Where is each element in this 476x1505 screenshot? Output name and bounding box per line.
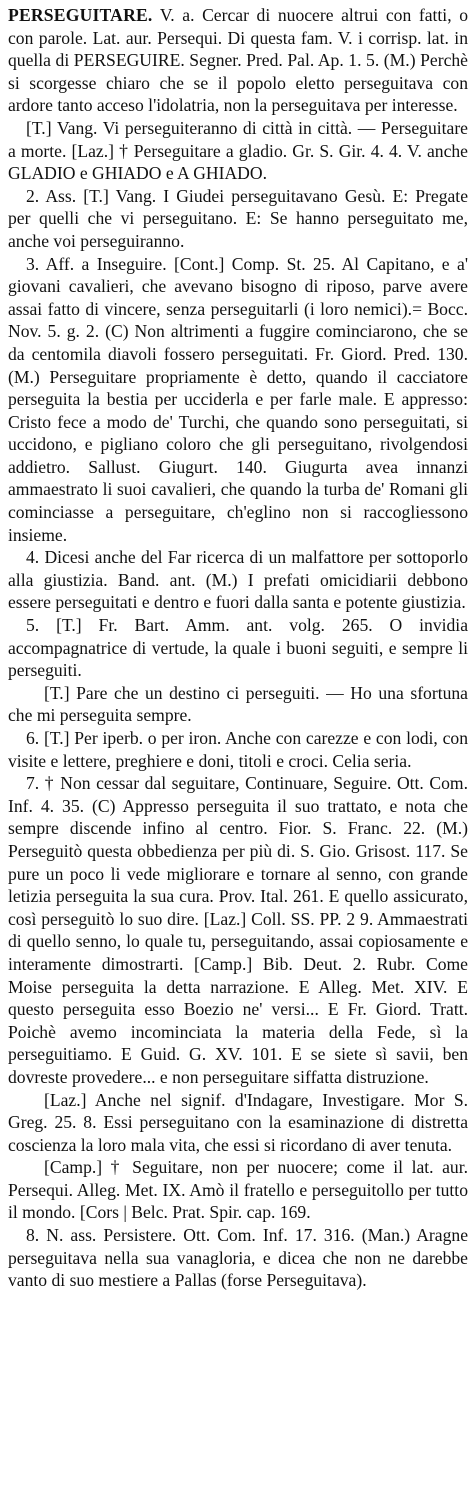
- entry-subsense-7b: [Camp.] † Seguitare, non per nuocere; come il lat. aur. Persequi. Alleg. Met. IX. Amò il fratello e perseguitollo per tutto il mondo. [Cors | Belc. Prat. Spir. cap. 169.: [8, 1157, 468, 1223]
- entry-sense-3: 3. Aff. a Inseguire. [Cont.] Comp. St. 25. Al Capitano, e a' giovani cavalieri, che avevano bisogno di riposo, parve avere assai fatto di vincere, senza perseguitarli (i loro nemici).= Bocc. Nov. 5. g. 2. (C) Non altrimenti a fuggire cominciarono, che se da centomila diavoli fossero perseguitati. Fr. Giord. Pred. 130. (M.) Perseguitare propriamente è detto, quando il cacciatore perseguita la bestia per ucciderla e per farle male. E appresso: Cristo fece a modo de' Turchi, che quando sono perseguitati, si uccidono, e pigliano coloro che gli perseguitano, rivolgendosi addietro. Sallust. Giugurt. 140. Giugurta avea innanzi ammaestrato li suoi cavalieri, che quando la turba de' Romani gli cominciasse a perseguitare, ch'eglino non si raccogliessono insieme.: [8, 253, 468, 545]
- entry-headword: PERSEGUITARE.: [8, 5, 153, 25]
- entry-sense-6: 6. [T.] Per iperb. o per iron. Anche con carezze e con lodi, con visite e lettere, preghiere e doni, titoli e croci. Celia seria.: [8, 728, 468, 771]
- entry-sense-7: 7. † Non cessar dal seguitare, Continuare, Seguire. Ott. Com. Inf. 4. 35. (C) Appresso perseguita il suo trattato, e nota che sempre discende infino al centro. Fior. S. Franc. 22. (M.) Perseguitò questa obbedienza per più di. S. Gio. Grisost. 117. Se pure un poco li vede migliorare e tornare al senno, con grande letizia perseguita la sua cura. Prov. Ital. 261. E quello assicurato, così perseguitò lo suo dire. [Laz.] Coll. SS. PP. 2 9. Ammaestrati di quello senno, lo quale tu, perseguitando, assai copiosamente e interamente dimostrarti. [Camp.] Bib. Deut. 2. Rubr. Come Moise perseguita la detta narrazione. E Alleg. Met. XIV. E questo perseguita esso Boezio ne' versi... E Fr. Giord. Tratt. Poichè avemo incominciata la materia della Fede, sì la perseguitiamo. E Guid. G. XV. 101. E se siete sì savii, ben dovreste provedere... e non perseguitare siffatta distruzione.: [8, 773, 468, 1087]
- entry-paragraph-2: [T.] Vang. Vi perseguiteranno di città in città. — Perseguitare a morte. [Laz.] † Perseguitare a gladio. Gr. S. Gir. 4. 4. V. anche GLADIO e GHIADO e A GHIADO.: [8, 117, 468, 184]
- entry-subsense-7a: [Laz.] Anche nel signif. d'Indagare, Investigare. Mor S. Greg. 25. 8. Essi perseguitano con la esaminazione di distretta coscienza la loro mala vita, che essi si ricordano di aver tenuta.: [8, 1089, 468, 1155]
- entry-sense-5: 5. [T.] Fr. Bart. Amm. ant. volg. 265. O invidia accompagnatrice di vertude, la quale i buoni seguiti, e sempre li perseguiti.: [8, 615, 468, 681]
- entry-definition-text: V. a. Cercar di nuocere altrui con fatti, o con parole. Lat. aur. Persequi. Di questa fam. V. i corrisp. lat. in quella di PERSEGUIRE. Segner. Pred. Pal. Ap. 1. 5. (M.) Perchè si scorgesse chiaro che se il popolo eletto perseguitava con ardore tanto acceso l'idolatria, non la perseguitava per interesse.: [8, 5, 468, 116]
- entry-sense-4: 4. Dicesi anche del Far ricerca di un malfattore per sottoporlo alla giustizia. Band. ant. (M.) I prefati omicidiarii debbono essere perseguitati e dentro e fuori dalla santa e potente giustizia.: [8, 547, 468, 613]
- entry-sense-8: 8. N. ass. Persistere. Ott. Com. Inf. 17. 316. (Man.) Aragne perseguitava nella sua vanagloria, e dicea che non ne darebbe vanto di suo mestiere a Pallas (forse Perseguitava).: [8, 1225, 468, 1291]
- entry-subsense-5: [T.] Pare che un destino ci perseguiti. — Ho una sfortuna che mi perseguita sempre.: [8, 682, 468, 726]
- entry-paragraph-1: [8, 4, 468, 117]
- entry-sense-2: 2. Ass. [T.] Vang. I Giudei perseguitavano Gesù. E: Pregate per quelli che vi perseguitano. E: Se hanno perseguitato me, anche voi perseguiranno.: [8, 185, 468, 251]
